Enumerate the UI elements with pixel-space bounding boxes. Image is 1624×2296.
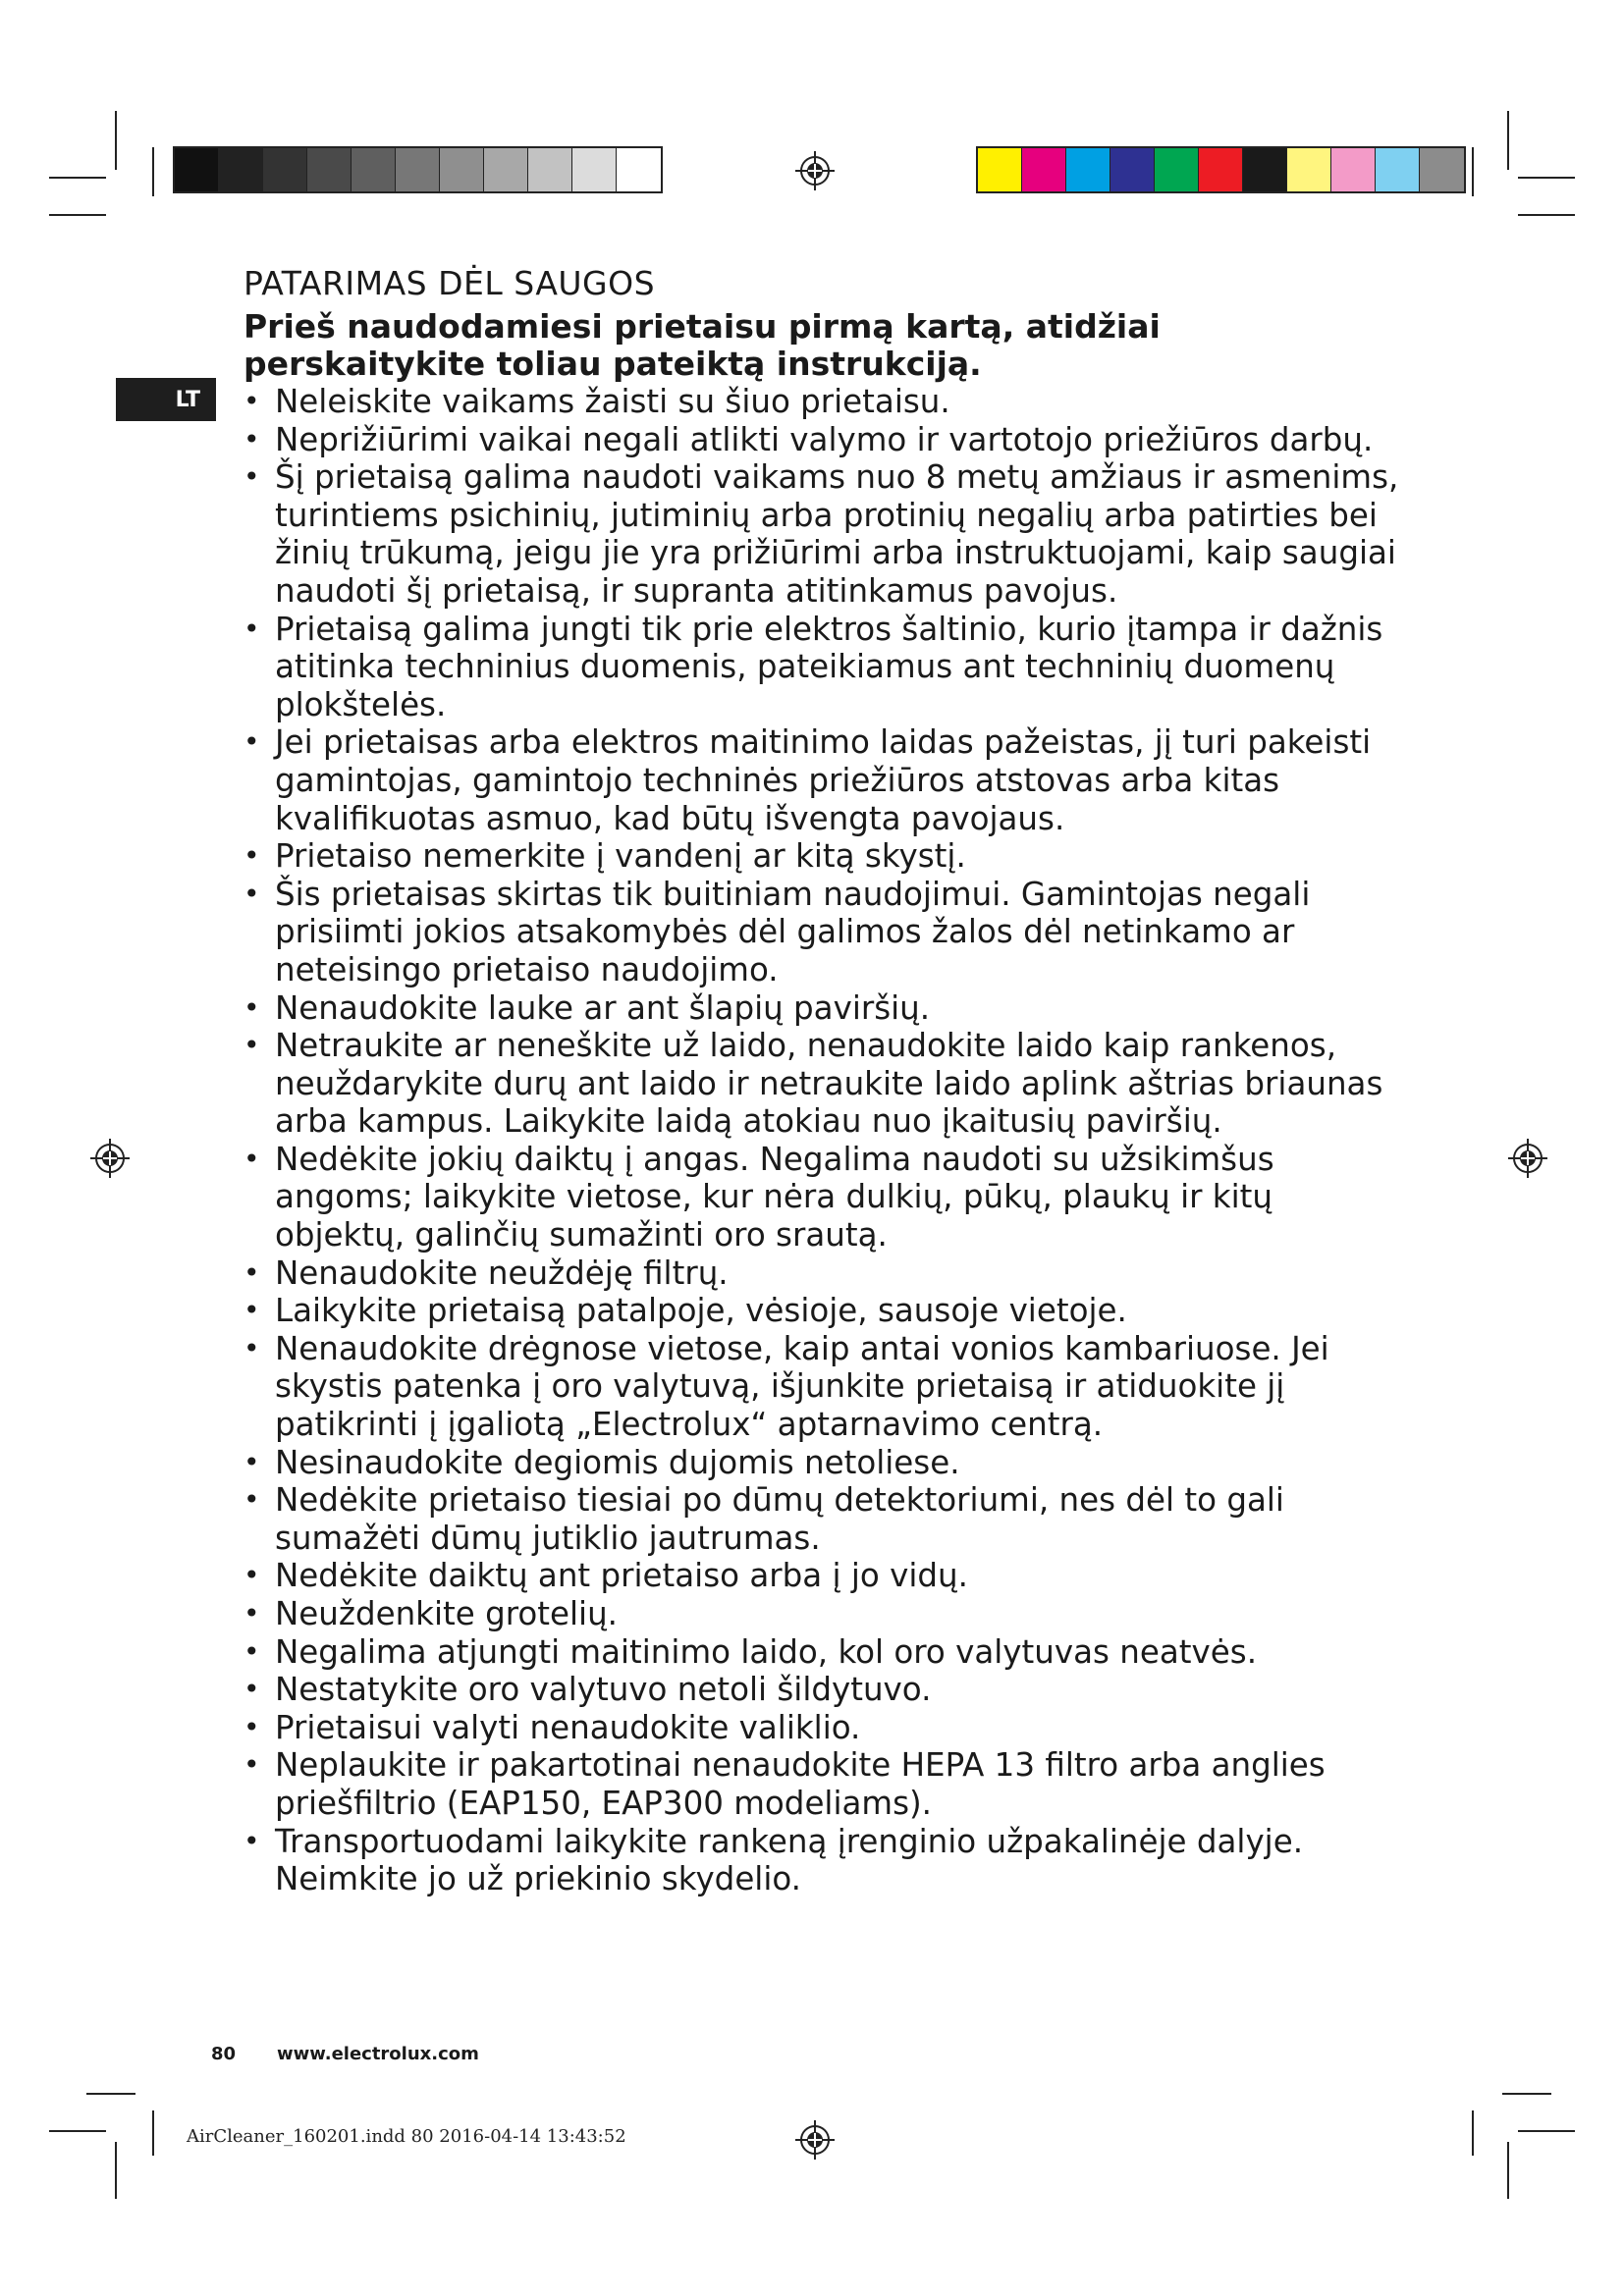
color-swatch <box>978 148 1022 191</box>
list-item: • Nenaudokite drėgnose vietose, kaip antai vonios kambariuose. Jei skystis patenka į oro valytuvą, išjunkite prietaisą ir atiduokite jį patikrinti į įgaliotą „Electrolux“ aptarnavimo centrą. <box>244 1330 1402 1444</box>
list-item: • Prietaisui valyti nenaudokite valiklio. <box>244 1709 1402 1747</box>
color-swatch <box>1376 148 1420 191</box>
color-swatch <box>1331 148 1376 191</box>
safety-list <box>244 383 1402 1898</box>
crop-mark <box>115 2142 117 2199</box>
color-swatch <box>1199 148 1243 191</box>
registration-mark-icon <box>795 151 835 190</box>
intro-text: Prieš naudodamiesi prietaisu pirmą kartą, atidžiai perskaitykite toliau pateiktą instrukciją. <box>244 307 1161 383</box>
color-swatch <box>1155 148 1199 191</box>
list-item: • Šį prietaisą galima naudoti vaikams nuo 8 metų amžiaus ir asmenims, turintiems psichinių, jutiminių arba protinių negalių arba patirties bei žinių trūkumą, jeigu jie yra prižiūrimi arba instruktuojami, kaip saugiai naudoti šį prietaisą, ir supranta atitinkamus pavojus. <box>244 458 1402 610</box>
print-slug: AirCleaner_160201.indd 80 2016-04-14 13:43:52 <box>187 2126 626 2147</box>
gray-swatch <box>352 148 396 191</box>
grayscale-calibration-bar <box>173 146 663 193</box>
crop-mark <box>49 177 106 179</box>
safety-section <box>244 263 1402 1898</box>
list-item: • Laikykite prietaisą patalpoje, vėsioje, sausoje vietoje. <box>244 1292 1402 1330</box>
color-swatch <box>1022 148 1066 191</box>
crop-mark <box>152 2110 154 2156</box>
gray-swatch <box>263 148 307 191</box>
footer-url: www.electrolux.com <box>277 2044 479 2064</box>
color-swatch <box>1110 148 1155 191</box>
color-swatch <box>1287 148 1331 191</box>
color-swatch <box>1243 148 1287 191</box>
color-swatch <box>1066 148 1110 191</box>
crop-mark <box>49 2130 106 2132</box>
crop-mark <box>1507 2142 1509 2199</box>
gray-swatch <box>396 148 440 191</box>
list-item: • Neleiskite vaikams žaisti su šiuo prietaisu. <box>244 383 1402 421</box>
gray-swatch <box>219 148 263 191</box>
crop-mark <box>1507 111 1509 170</box>
list-item: • Negalima atjungti maitinimo laido, kol oro valytuvas neatvės. <box>244 1633 1402 1672</box>
list-item: • Neuždenkite grotelių. <box>244 1595 1402 1633</box>
gray-swatch <box>572 148 617 191</box>
language-tab: LT <box>116 378 216 421</box>
gray-swatch <box>484 148 528 191</box>
gray-swatch <box>528 148 572 191</box>
crop-mark <box>152 147 154 196</box>
crop-mark <box>1472 147 1474 196</box>
gray-swatch <box>175 148 219 191</box>
list-item: • Neprižiūrimi vaikai negali atlikti valymo ir vartotojo priežiūros darbų. <box>244 421 1402 459</box>
crop-mark <box>1518 214 1575 216</box>
gray-swatch <box>307 148 352 191</box>
list-item: • Nenaudokite lauke ar ant šlapių paviršių. <box>244 989 1402 1028</box>
list-item: • Nesinaudokite degiomis dujomis netoliese. <box>244 1444 1402 1482</box>
gray-swatch <box>440 148 484 191</box>
list-item: • Nestatykite oro valytuvo netoli šildytuvo. <box>244 1671 1402 1709</box>
list-item: • Nenaudokite neuždėję filtrų. <box>244 1255 1402 1293</box>
list-item: • Šis prietaisas skirtas tik buitiniam naudojimui. Gamintojas negali prisiimti jokios atsakomybės dėl galimos žalos dėl netinkamo ar neteisingo prietaiso naudojimo. <box>244 876 1402 989</box>
crop-mark <box>86 2093 135 2095</box>
registration-mark-icon <box>90 1139 130 1178</box>
list-item: • Nedėkite prietaiso tiesiai po dūmų detektoriumi, nes dėl to gali sumažėti dūmų jutiklio jautrumas. <box>244 1481 1402 1557</box>
list-item: • Nedėkite daiktų ant prietaiso arba į jo vidų. <box>244 1557 1402 1595</box>
registration-mark-icon <box>795 2120 835 2160</box>
list-item: • Prietaiso nemerkite į vandenį ar kitą skystį. <box>244 837 1402 876</box>
crop-mark <box>1518 2130 1575 2132</box>
list-item: • Prietaisą galima jungti tik prie elektros šaltinio, kurio įtampa ir dažnis atitinka techninius duomenis, pateikiamus ant techninių duomenų plokštelės. <box>244 611 1402 724</box>
list-item: • Jei prietaisas arba elektros maitinimo laidas pažeistas, jį turi pakeisti gamintojas, gamintojo techninės priežiūros atstovas arba kitas kvalifikuotas asmuo, kad būtų išvengta pavojaus. <box>244 723 1402 837</box>
list-item: • Netraukite ar neneškite už laido, nenaudokite laido kaip rankenos, neuždarykite durų ant laido ir netraukite laido aplink aštrias briaunas arba kampus. Laikykite laidą atokiau nuo įkaitusių paviršių. <box>244 1027 1402 1141</box>
gray-swatch <box>617 148 661 191</box>
color-calibration-bar <box>976 146 1466 193</box>
crop-mark <box>1518 177 1575 179</box>
section-title: PATARIMAS DĖL SAUGOS <box>244 264 656 302</box>
registration-mark-icon <box>1508 1139 1547 1178</box>
list-item: • Nedėkite jokių daiktų į angas. Negalima naudoti su užsikimšus angoms; laikykite vietose, kur nėra dulkių, pūkų, plaukų ir kitų objektų, galinčių sumažinti oro srautą. <box>244 1141 1402 1255</box>
crop-mark <box>49 214 106 216</box>
crop-mark <box>1502 2093 1551 2095</box>
list-item: • Neplaukite ir pakartotinai nenaudokite HEPA 13 filtro arba anglies priešfiltrio (EAP150, EAP300 modeliams). <box>244 1746 1402 1822</box>
color-swatch <box>1420 148 1464 191</box>
page-number: 80 <box>211 2044 237 2064</box>
crop-mark <box>1472 2110 1474 2156</box>
list-item: • Transportuodami laikykite rankeną įrenginio užpakalinėje dalyje. Neimkite jo už priekinio skydelio. <box>244 1823 1402 1898</box>
crop-mark <box>115 111 117 170</box>
